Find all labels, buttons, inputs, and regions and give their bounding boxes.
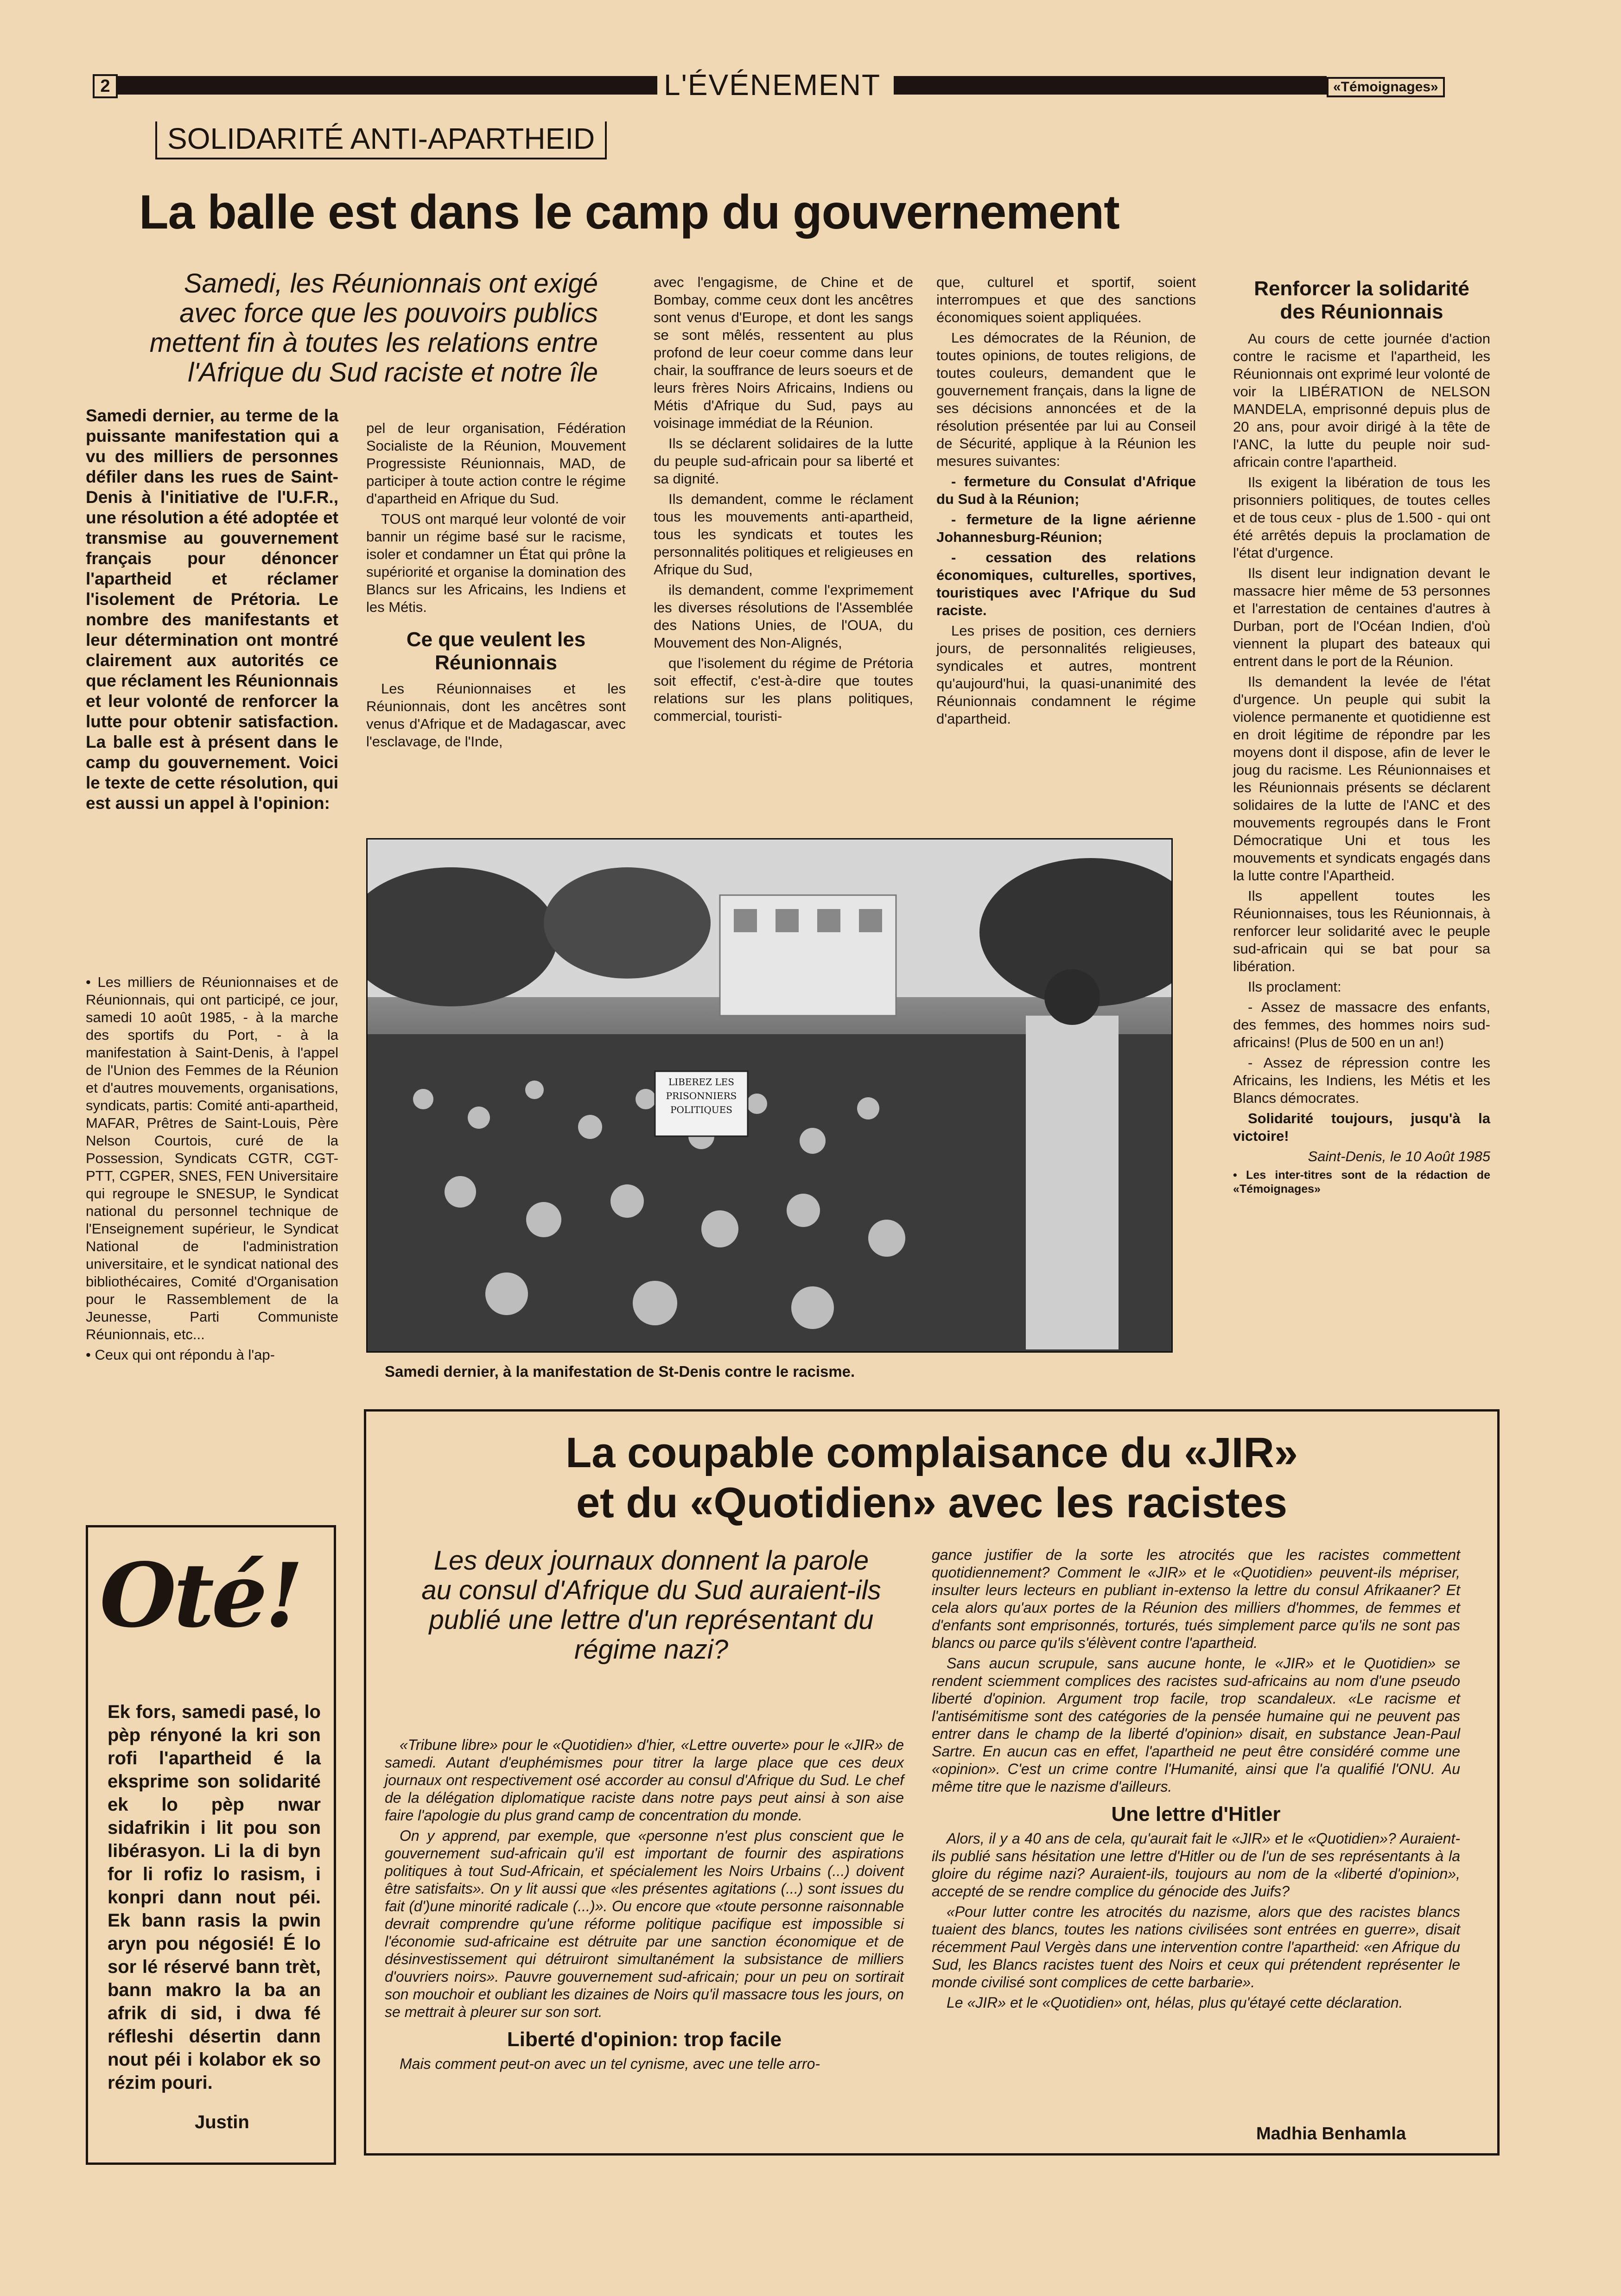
paragraph: Ils se déclarent solidaires de la lutte du peuple sud-africain pour sa liberté et sa dignité. bbox=[654, 435, 913, 487]
paragraph: pel de leur organisation, Fédération Socialiste de la Réunion, Mouvement Progressiste Réunionnais, MAD, de participer à toute action contre le régime d'apartheid en Afrique du Sud. bbox=[366, 420, 626, 507]
paragraph: On y apprend, par exemple, que «personne n'est plus conscient que le gouvernement sud-africain qu'il est important de fournir des aspirations politiques à tout Sud-Africain, et spécialement les Noirs Urbains (...) doivent être satisfaits». On y lit aussi que «les présentes agitations (...) sont issues du fait (d')une minorité radicale (...)». Ou encore que «toute personne raisonnable devrait comprendre qu'une réforme politique pacifique est impossible si l'économie sud-africaine est détruite par une sanction économique et de désinvestissement qui détruiront simultanément la subsistance de milliers d'ouvriers noirs». Pauvre gouvernement sud-africain; pour un peu on sortirait son mouchoir et oubliant les dizaines de Noirs qu'il massacre tous les jours, on se mettrait à pleurer sur son sort. bbox=[385, 1827, 904, 2020]
paragraph: Ils demandent, comme le réclament tous les mouvements anti-apartheid, tous les syndicats et toutes les personnalités politiques et religieuses en Afrique du Sud, bbox=[654, 491, 913, 578]
photo-placard: LIBEREZ LES PRISONNIERS POLITIQUES bbox=[666, 1076, 737, 1115]
box-left-column bbox=[385, 1736, 904, 2075]
paragraph: Solidarité toujours, jusqu'à la victoire! bbox=[1233, 1110, 1490, 1144]
paragraph: Ils proclament: bbox=[1248, 979, 1341, 995]
paragraph: Ils demandent la levée de l'état d'urgence. Un peuple qui subit la violence permanente et quotidienne est en droit légitime de répondre par les moyens dont il dispose, afin de lever le joug du racisme. Les Réunionnaises et les Réunionnais présents se déclarent solidaires de la lutte de l'ANC et des mouvements regroupés dans le Front Démocratique Uni et tous les mouvements et syndicats engagés dans la lutte contre l'Apartheid. bbox=[1233, 674, 1490, 884]
ote-logo: Oté! bbox=[100, 1544, 301, 1647]
photo-caption: Samedi dernier, à la manifestation de St-Denis contre le racisme. bbox=[385, 1363, 855, 1380]
paragraph: Ils disent leur indignation devant le massacre hier même de 53 personnes et l'arrestation de centaines d'autres à Durban, port de l'Océan Indien, d'où viennent la plupart des bateaux qui entrent dans le port de la Réunion. bbox=[1233, 565, 1490, 669]
article-col3 bbox=[654, 273, 913, 728]
paragraph: • Les milliers de Réunionnaises et de Réunionnais, qui ont participé, ce jour, samedi 10 août 1985, - à la marche des sportifs du Port, - à la manifestation à Saint-Denis, à l'appel de l'Union des Femmes de la Réunion et d'autres mouvements, organisations, syndicats, partis: Comité anti-apartheid, MAFAR, Prêtres de Saint-Louis, Père Nelson Courtois, curé de la Possession, Syndicats CGTR, CGT-PTT, CGPER, SNES, FEN Universitaire qui regroupe le SNESUP, le Syndicat national du personnel technique de l'Enseignement supérieur, le Syndicat National de l'administration universitaire, et le syndicat national des bibliothécaires, Comité d'Organisation pour le Rassemblement de la Jeunesse, Parti Communiste Réunionnais, etc... bbox=[86, 974, 338, 1342]
article-lead: Samedi dernier, au terme de la puissante manifestation qui a vu des milliers de personnes défiler dans les rues de Saint-Denis à l'initiative de l'U.F.R., une résolution a été adoptée et transmise au gouvernement français pour dénoncer l'apartheid et réclamer l'isolement de Prétoria. Le nombre des manifestants et leur détermination ont montré clairement aux autorités ce que réclament les Réunionnais et leur volonté de renforcer la lutte pour obtenir satisfaction. La balle est à présent dans le camp du gouvernement. Voici le texte de cette résolution, qui est aussi un appel à l'opinion: bbox=[86, 406, 338, 813]
box-standfirst: Les deux journaux donnent la parole au consul d'Afrique du Sud auraient-ils publié une lettre d'un représentant du régime nazi? bbox=[421, 1546, 881, 1665]
article-headline: La balle est dans le camp du gouvernement bbox=[139, 185, 1119, 239]
article-standfirst: Samedi, les Réunionnais ont exigé avec force que les pouvoirs publics mettent fin à toutes les relations entre l'Afrique du Sud raciste et notre île bbox=[149, 268, 598, 388]
header-rule-right bbox=[894, 76, 1327, 95]
article-col4 bbox=[936, 273, 1196, 731]
paragraph: • Ceux qui ont répondu à l'ap- bbox=[86, 1347, 275, 1363]
article-col2 bbox=[366, 420, 626, 753]
paragraph: «Pour lutter contre les atrocités du nazisme, alors que des racistes blancs tuaient des blancs, toutes les nations civilisées sont entrées en guerre», disait récemment Paul Vergès dans une intervention contre l'apartheid: «en Afrique du Sud, les Blancs racistes tuent des Noirs et ceux qui prétendent représenter le monde civilisé sont complices de cette barbarie». bbox=[932, 1903, 1460, 1991]
paragraph: Au cours de cette journée d'action contre le racisme et l'apartheid, les Réunionnais ont exprimé leur volonté de voir la LIBÉRATION de NELSON MANDELA, emprisonné depuis plus de 20 ans, pour avoir dirigé à la tête de l'ANC, la lutte du peuple noir sud-africain contre l'apartheid. bbox=[1233, 331, 1490, 470]
measure-item: - fermeture de la ligne aérienne Johannesburg-Réunion; bbox=[936, 511, 1196, 545]
paragraph: Les Réunionnaises et les Réunionnais, dont les ancêtres sont venus d'Afrique et de Madagascar, avec l'esclavage, de l'Inde, bbox=[366, 681, 626, 750]
paragraph: Sans aucun scrupule, sans aucune honte, le «JIR» et le Quotidien» se rendent sciemment complices des racistes sud-africains au nom d'une pseudo liberté d'opinion. Argument trop facile, trop scandaleux. «Le racisme et l'antisémitisme sont des catégories de la pensée humaine qui ne peuvent pas entrer dans le champ de la liberté d'opinion» disait, en substance Jean-Paul Sartre. En aucun cas en effet, l'apartheid ne peut être considéré comme une «opinion». C'est un crime contre l'Humanité, ainsi que l'a qualifié l'ONU. Au même titre que le nazisme d'ailleurs. bbox=[932, 1655, 1460, 1795]
photo-illustration bbox=[368, 840, 1173, 1353]
subhead-renforcer: Renforcer la solidarité des Réunionnais bbox=[1254, 277, 1469, 323]
paragraph: Mais comment peut-on avec un tel cynisme, avec une telle arro- bbox=[400, 2055, 820, 2072]
editor-note: • Les inter-titres sont de la rédaction de «Témoignages» bbox=[1233, 1169, 1490, 1196]
paragraph: Le «JIR» et le «Quotidien» ont, hélas, plus qu'étayé cette déclaration. bbox=[947, 1994, 1403, 2011]
box-subhead-hitler: Une lettre d'Hitler bbox=[1111, 1803, 1281, 1825]
paragraph: Alors, il y a 40 ans de cela, qu'aurait fait le «JIR» et le «Quotidien»? Auraient-ils publié sans hésitation une lettre d'Hitler ou de l'un de ses représentants à la gloire du régime nazi? Auraient-ils, toujours au nom de la «liberté d'opinion», accepté de se rendre complice du génocide des Juifs? bbox=[932, 1830, 1460, 1900]
article-kicker: SOLIDARITÉ ANTI-APARTHEID bbox=[155, 121, 607, 159]
paragraph: - Assez de répression contre les Africains, les Indiens, les Métis et les Blancs démocrates. bbox=[1233, 1055, 1490, 1106]
paragraph: gance justifier de la sorte les atrocités que les racistes commettent quotidiennement? Comment le «JIR» et le «Quotidien» peuvent-ils mépriser, insulter leurs lecteurs en publiant in-extenso la lettre du consul Afrikaaner? Et cela alors qu'aux portes de la Réunion des milliers d'hommes, de femmes et d'enfants sont emprisonnés, torturés, tués simplement parce qu'ils ne sont pas blancs ou parce qu'ils s'élèvent contre l'apartheid. bbox=[932, 1546, 1460, 1651]
box-headline-line1: La coupable complaisance du «JIR» bbox=[566, 1429, 1298, 1476]
demonstration-photo bbox=[366, 838, 1173, 1353]
journal-name: «Témoignages» bbox=[1327, 77, 1445, 97]
box-headline bbox=[371, 1428, 1493, 1528]
paragraph: que l'isolement du régime de Prétoria soit effectif, c'est-à-dire que toutes relations sur les plans politiques, commercial, touristi- bbox=[654, 655, 913, 724]
paragraph: TOUS ont marqué leur volonté de voir bannir un régime basé sur le racisme, isoler et condamner un État qui prône la supériorité et organise la domination des Blancs sur les Africains, les Indiens et les Métis. bbox=[366, 511, 626, 615]
ote-signature: Justin bbox=[195, 2112, 249, 2132]
box-right-column bbox=[932, 1546, 1460, 2014]
measure-item: - cessation des relations économiques, culturelles, sportives, touristiques avec l'Afrique du Sud raciste. bbox=[936, 549, 1196, 618]
paragraph: Ils appellent toutes les Réunionnaises, tous les Réunionnais, à renforcer leur solidarité avec le peuple sud-africain qui se bat pour sa libération. bbox=[1233, 888, 1490, 974]
paragraph: Les démocrates de la Réunion, de toutes opinions, de toutes religions, de toutes couleurs, demandent que le gouvernement français, dans la ligne de ses décisions annoncées et de la résolution présentée par lui au Conseil de Sécurité, applique à la Réunion les mesures suivantes: bbox=[936, 330, 1196, 469]
paragraph: que, culturel et sportif, soient interrompues et que des sanctions économiques soient appliquées. bbox=[936, 274, 1196, 325]
paragraph: Ils exigent la libération de tous les prisonniers politiques, de toutes celles et de tous ceux - plus de 1.500 - qui ont été arrêtés depuis la proclamation de l'état d'urgence. bbox=[1233, 474, 1490, 561]
paragraph: ils demandent, comme l'exprimement les diverses résolutions de l'Assemblée des Nations Unies, de l'OUA, du Mouvement des Non-Alignés, bbox=[654, 582, 913, 651]
dateline: Saint-Denis, le 10 Août 1985 bbox=[1308, 1148, 1490, 1164]
section-title: L'ÉVÉNEMENT bbox=[657, 70, 887, 100]
ote-text: Ek fors, samedi pasé, lo pèp rényoné la kri son rofi l'apartheid é la eksprime son solidarité ek lo pèp nwar sidafrikin i lit pou son libérasyon. Li la di byn for li rofiz lo rasism, i konpri dann nout péi. Ek bann rasis la pwin aryn pou négosié! É lo sor lé réservé bann trèt, bann makro la ba an afrik di sid, i dwa fé réfleshi désertin dann nout péi i kolabor ek so rézim pouri. bbox=[108, 1702, 321, 2093]
paragraph: «Tribune libre» pour le «Quotidien» d'hier, «Lettre ouverte» pour le «JIR» de samedi. Autant d'euphémismes pour titrer la large place que ces deux journaux ont respectivement osé accorder au consul d'Afrique du Sud. Le chef de la délégation diplomatique raciste dans notre pays peut ainsi à son aise faire l'apologie du plus grand camp de concentration du monde. bbox=[385, 1736, 904, 1824]
box-subhead-liberte: Liberté d'opinion: trop facile bbox=[507, 2028, 782, 2051]
paragraph: - Assez de massacre des enfants, des femmes, des hommes noirs sud-africains! (Plus de 500 en un an!) bbox=[1233, 999, 1490, 1050]
measure-item: - fermeture du Consulat d'Afrique du Sud à la Réunion; bbox=[936, 473, 1196, 507]
article-col1-list bbox=[86, 973, 338, 1367]
box-signature: Madhia Benhamla bbox=[1256, 2124, 1406, 2143]
paragraph: Les prises de position, ces derniers jours, de personnalités religieuses, syndicales et autres, montrent qu'aujourd'hui, la quasi-unanimité des Réunionnais condamnent le régime d'apartheid. bbox=[936, 623, 1196, 727]
article-col5 bbox=[1233, 277, 1490, 1199]
box-headline-line2: et du «Quotidien» avec les racistes bbox=[576, 1479, 1287, 1526]
subhead-reunionnais: Ce que veulent les Réunionnais bbox=[406, 628, 586, 674]
paragraph: avec l'engagisme, de Chine et de Bombay, comme ceux dont les ancêtres sont venus d'Europe, et dont les sangs se sont mêlés, ressentent au plus profond de leur coeur comme dans leur chair, la souffrance de leurs soeurs et de leurs frères Noirs Africains, Indiens ou Métis d'Afrique du Sud, pays au voisinage immédiat de la Réunion. bbox=[654, 274, 913, 431]
header-rule-left bbox=[118, 76, 657, 95]
page-number: 2 bbox=[93, 74, 118, 98]
